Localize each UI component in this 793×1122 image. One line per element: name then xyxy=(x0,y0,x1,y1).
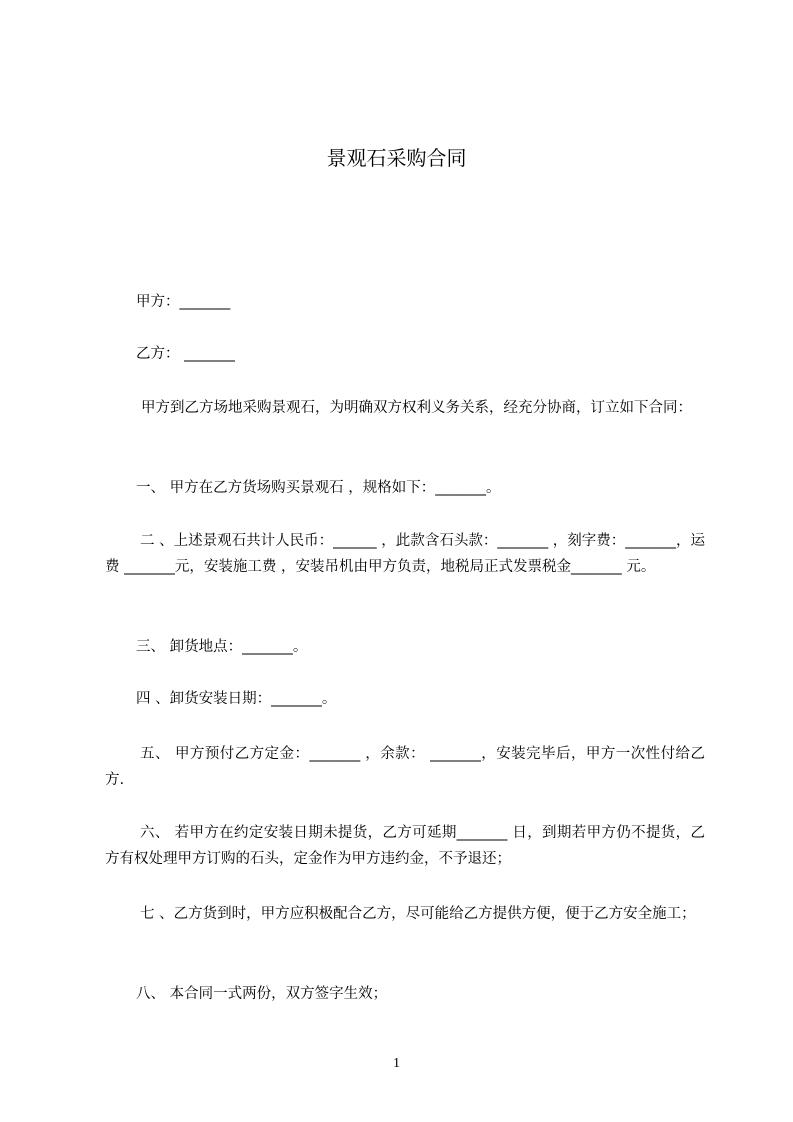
intro-paragraph: 甲方到乙方场地采购景观石，为明确双方权利义务关系，经充分协商，订立如下合同： xyxy=(141,400,692,416)
clause-2: 二 、上述景观石共计人民币：______ ，此款含石头款：_______ ，刻字费：_______，运费 _______元，安装施工费 ，安装吊机由甲方负责，地税局正式发票税金_______ 元。 xyxy=(105,533,705,575)
clause-1: 一、 甲方在乙方货场购买景观石 ，规格如下：_______。 xyxy=(136,480,501,496)
page-number: 1 xyxy=(393,1056,400,1071)
clause-6: 六、 若甲方在约定安装日期未提货，乙方可延期_______ 日，到期若甲方仍不提货，乙方有权处理甲方订购的石头，定金作为甲方违约金，不予退还； xyxy=(105,825,705,867)
party-a-line: 甲方：_______ xyxy=(136,294,231,310)
party-b-line: 乙方： _______ xyxy=(136,346,235,362)
clause-4: 四 、卸货安装日期：_______。 xyxy=(136,691,337,707)
clause-7: 七 、乙方货到时，甲方应积极配合乙方，尽可能给乙方提供方便，便于乙方安全施工； xyxy=(140,906,696,922)
clause-8: 八、 本合同一式两份，双方签字生效； xyxy=(136,986,388,1002)
clause-3: 三、 卸货地点：_______。 xyxy=(136,639,308,655)
clause-5: 五、 甲方预付乙方定金：_______ ，余款： _______，安装完毕后，甲方一次性付给乙方. xyxy=(105,746,705,788)
document-title: 景观石采购合同 xyxy=(326,146,467,170)
